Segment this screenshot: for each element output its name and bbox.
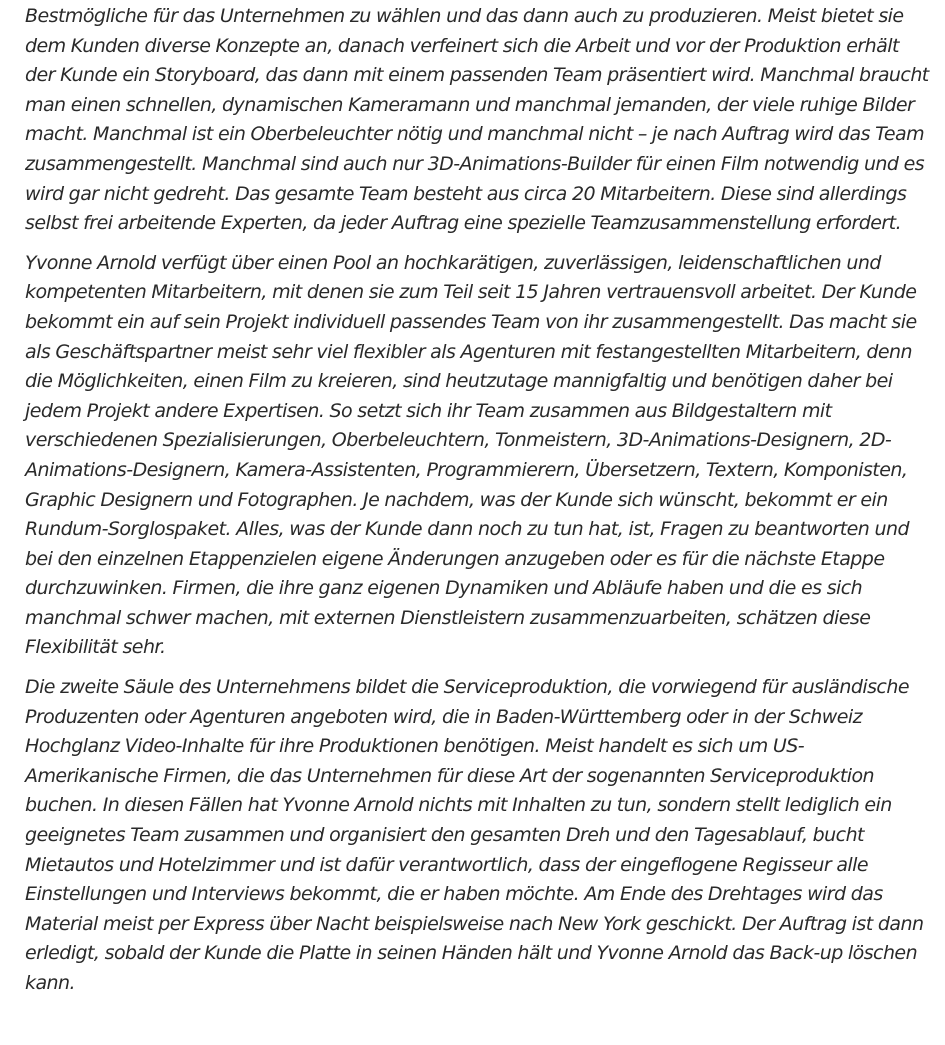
paragraph-service-production: Die zweite Säule des Unternehmens bildet die Serviceproduktion, die vorwiegend für ausländische Produzenten oder Agenturen angeboten wird, die in Baden-Württemberg oder in der Schweiz Hochglanz Video-Inhalte für ihre Produktionen benötigen. Meist handelt es sich um US-Amerikanische Firmen, die das Unternehmen für diese Art der sogenannten Serviceproduktion buchen. In diesen Fällen hat Yvonne Arnold nichts mit Inhalten zu tun, sondern stellt lediglich ein geeignetes Team zusammen und organisiert den gesamten Dreh und den Tagesablauf, bucht Mietautos und Hotelzimmer und ist dafür verantwortlich, dass der eingeflogene Regisseur alle Einstellungen und Interviews bekommt, die er haben möchte. Am Ende des Drehtages wird das Material meist per Express über Nacht beispielsweise nach New York geschickt. Der Auftrag ist dann erledigt, sobald der Kunde die Platte in seinen Händen hält und Yvonne Arnold das Back-up löschen kann. (25, 676, 924, 994)
paragraph-team-pool: Yvonne Arnold verfügt über einen Pool an hochkarätigen, zuverlässigen, leidenschaftlichen und kompetenten Mitarbeitern, mit denen sie zum Teil seit 15 Jahren vertrauensvoll arbeitet. Der Kunde bekommt ein auf sein Projekt individuell passendes Team von ihr zusammengestellt. Das macht sie als Geschäftspartner meist sehr viel flexibler als Agenturen mit festangestellten Mitarbeitern, denn die Möglichkeiten, einen Film zu kreieren, sind heutzutage mannigfaltig und benötigen daher bei jedem Projekt andere Expertisen. So setzt sich ihr Team zusammen aus Bildgestaltern mit verschiedenen Spezialisierungen, Oberbeleuchtern, Tonmeistern, 3D-Animations-Designern, 2D-Animations-Designern, Kamera-Assistenten, Programmierern, Übersetzern, Textern, Komponisten, Graphic Designern und Fotographen. Je nachdem, was der Kunde sich wünscht, bekommt er ein Rundum-Sorglospaket. Alles, was der Kunde dann noch zu tun hat, ist, Fragen zu beantworten und bei den einzelnen Etappenzielen eigene Änderungen anzugeben oder es für die nächste Etappe durchzuwinken. Firmen, die ihre ganz eigenen Dynamiken und Abläufe haben und die es sich manchmal schwer machen, mit externen Dienstleistern zusammenzuarbeiten, schätzen diese Flexibilität sehr. (25, 251, 917, 659)
paragraph-team-concept: Bestmögliche für das Unternehmen zu wählen und das dann auch zu produzieren. Meist bietet sie dem Kunden diverse Konzepte an, danach verfeinert sich die Arbeit und vor der Produktion erhält der Kunde ein Storyboard, das dann mit einem passenden Team präsentiert wird. Manchmal braucht man einen schnellen, dynamischen Kameramann und manchmal jemanden, der viele ruhige Bilder macht. Manchmal ist ein Oberbeleuchter nötig und manchmal nicht – je nach Auftrag wird das Team zusammengestellt. Manchmal sind auch nur 3D-Animations-Builder für einen Film notwendig und es wird gar nicht gedreht. Das gesamte Team besteht aus circa 20 Mitarbeitern. Diese sind allerdings selbst frei arbeitende Experten, da jeder Auftrag eine spezielle Teamzusammenstellung erfordert. (25, 5, 929, 235)
